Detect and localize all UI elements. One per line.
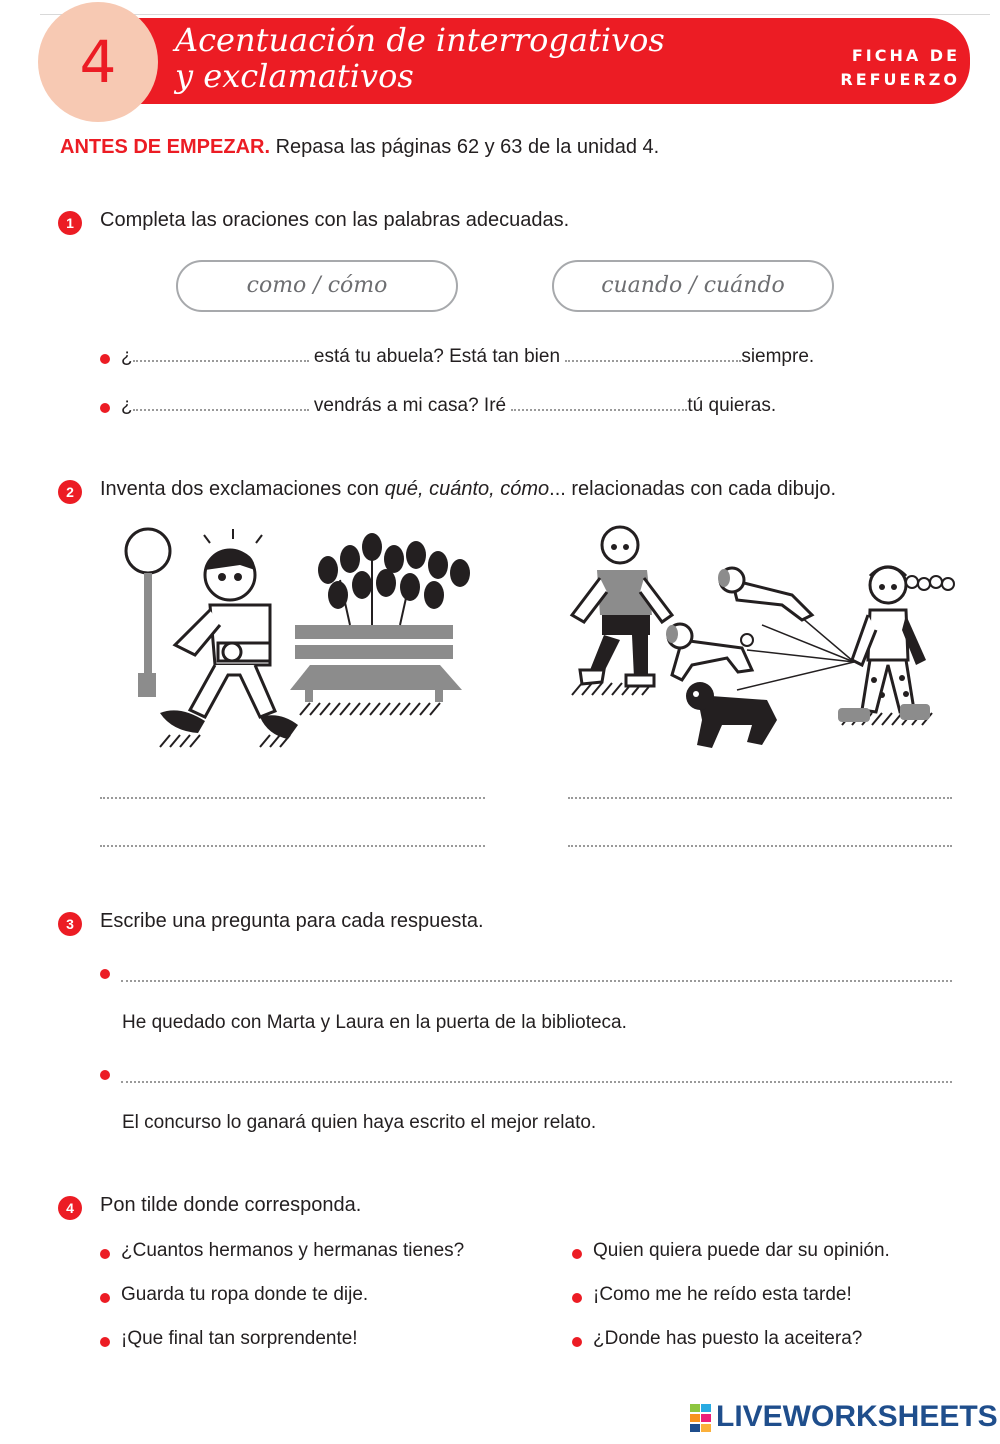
list-item: Quien quiera puede dar su opinión. [593,1240,890,1261]
title-line-2: y exclamativos [175,57,414,95]
sentence-2-middle: vendrás a mi casa? Iré [313,395,507,416]
bullet [100,969,110,979]
bullet [100,1337,110,1347]
bullet [100,403,110,413]
exercise-2-number: 2 [58,480,82,504]
answer-line[interactable] [100,845,485,847]
illustration-boy-bench [110,525,490,755]
top-rule [40,14,990,15]
heading-part: Inventa dos exclamaciones con [100,478,385,500]
sentence-1-open: ¿ [121,346,133,367]
intro-instruction [60,136,659,159]
tag-line-2: REFUERZO [840,70,960,89]
exercise-1-number: 1 [58,211,82,235]
question-line[interactable] [121,1081,952,1083]
exercise-3-number: 3 [58,912,82,936]
unit-number: 4 [79,28,117,96]
sentence-1-end: siempre. [741,346,815,367]
answer-line[interactable] [568,797,952,799]
liveworksheets-brand: LIVEWORKSHEETS [716,1400,998,1433]
tag-line-1: FICHA DE [851,46,960,65]
exercise-3-heading: Escribe una pregunta para cada respuesta. [100,910,484,932]
sentence-2 [121,395,776,417]
bullet [100,1293,110,1303]
heading-keywords: qué, cuánto, cómo [384,478,550,500]
list-item: ¿Donde has puesto la aceitera? [593,1328,863,1349]
intro-lead: ANTES DE EMPEZAR. [60,136,271,158]
blank-field[interactable] [133,395,309,411]
title-line-1: Acentuación de interrogativos [175,21,665,59]
intro-text: Repasa las páginas 62 y 63 de la unidad 4. [270,136,660,158]
sentence-2-open: ¿ [121,395,133,416]
worksheet-tag [790,44,960,92]
bullet [572,1337,582,1347]
bullet [572,1293,582,1303]
question-line[interactable] [121,980,952,982]
sentence-1 [121,346,814,368]
blank-field[interactable] [133,346,309,362]
liveworksheets-logo-icon [690,1404,712,1432]
blank-field[interactable] [565,346,741,362]
bullet [100,1070,110,1080]
word-box-cuando: cuando / cuándo [552,260,834,312]
sentence-1-middle: está tu abuela? Está tan bien [313,346,561,367]
blank-field[interactable] [511,395,687,411]
word-box-como: como / cómo [176,260,458,312]
bullet [572,1249,582,1259]
sentence-2-end: tú quieras. [687,395,777,416]
list-item: ¡Que final tan sorprendente! [121,1328,358,1349]
answer-2-text: El concurso lo ganará quien haya escrito el mejor relato. [122,1112,597,1133]
bullet [100,354,110,364]
exercise-4-heading: Pon tilde donde corresponda. [100,1194,362,1216]
list-item: ¡Como me he reído esta tarde! [593,1284,852,1305]
exercise-1-heading: Completa las oraciones con las palabras adecuadas. [100,209,570,231]
illustration-dog-walkers [562,520,962,755]
bullet [100,1249,110,1259]
list-item: Guarda tu ropa donde te dije. [121,1284,369,1305]
list-item: ¿Cuantos hermanos y hermanas tienes? [121,1240,465,1261]
exercise-2-heading [100,478,836,501]
answer-1-text: He quedado con Marta y Laura en la puerta de la biblioteca. [122,1012,627,1033]
heading-part: ... relacionadas con cada dibujo. [549,478,837,500]
answer-line[interactable] [100,797,485,799]
exercise-4-number: 4 [58,1196,82,1220]
page-title [175,22,735,94]
answer-line[interactable] [568,845,952,847]
